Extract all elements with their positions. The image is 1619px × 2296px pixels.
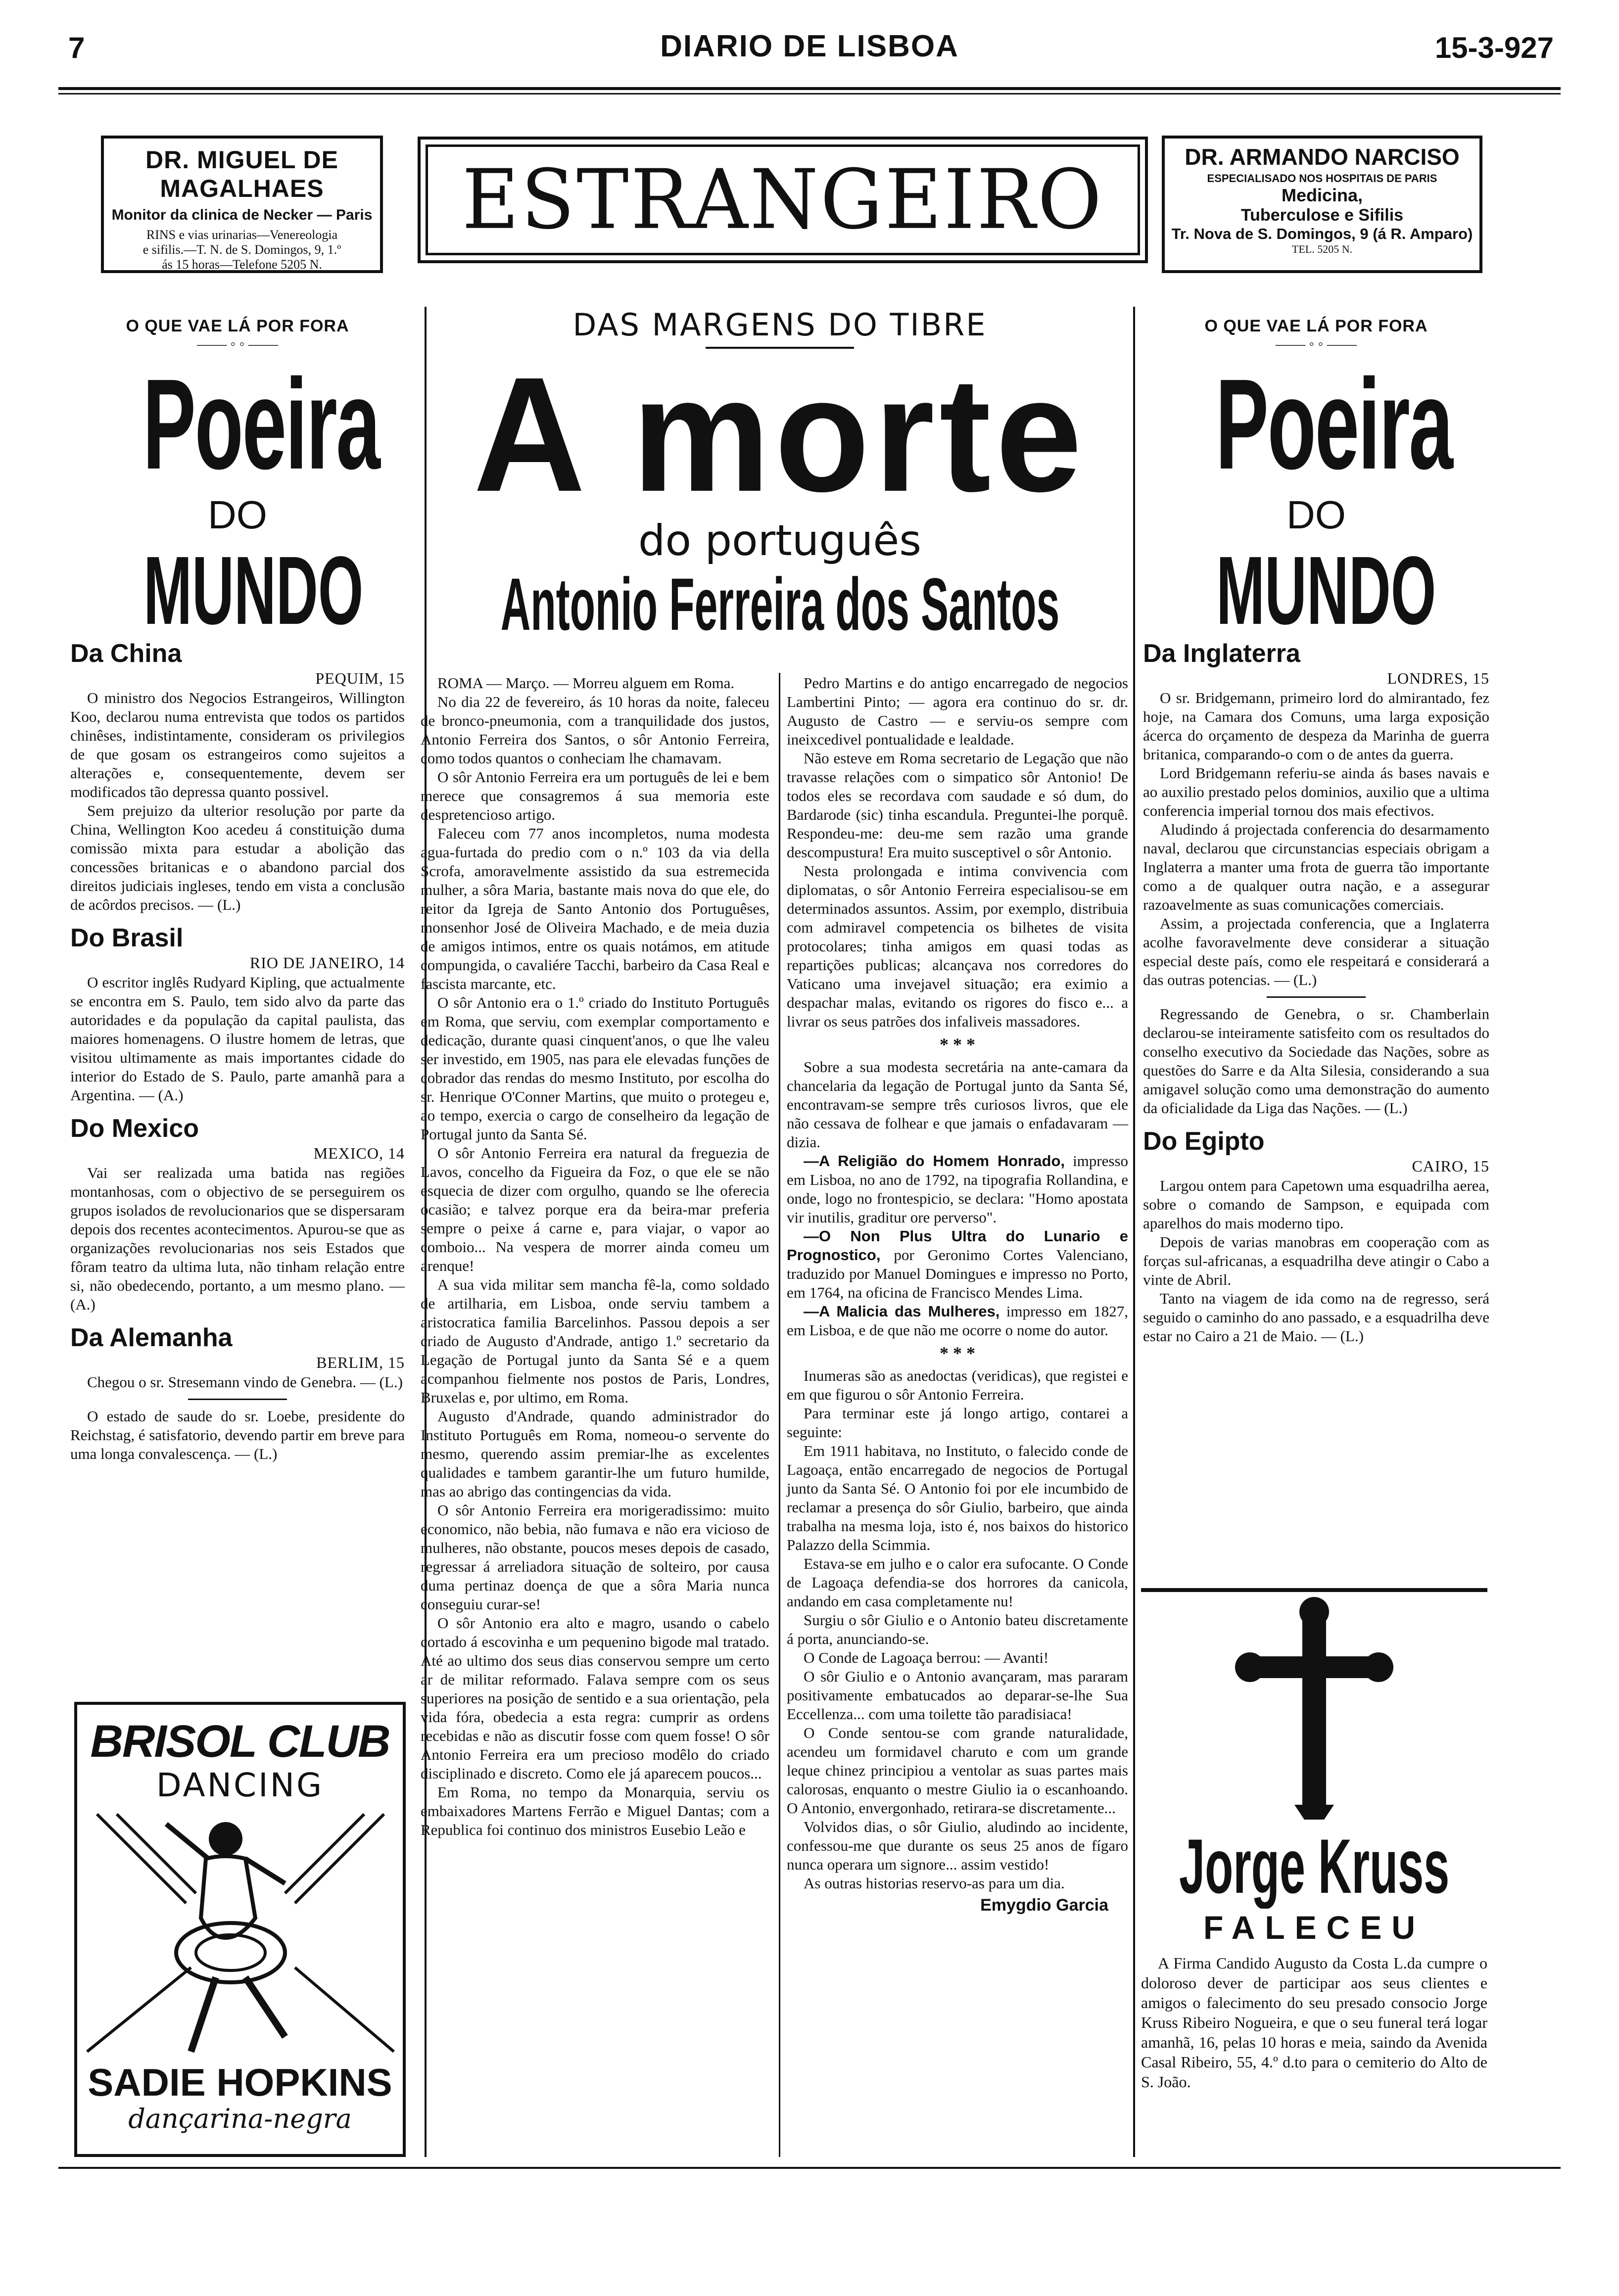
dateline: MEXICO, 14 bbox=[313, 1144, 405, 1162]
article-paragraph: O sôr Antonio Ferreira era um português de lei e bem merece que consagremos á sua memoria este despretencioso artigo. bbox=[421, 768, 769, 823]
article-paragraph: O Conde de Lagoaça berrou: — Avanti! bbox=[804, 1649, 1049, 1666]
news-paragraph: O escritor inglês Rudyard Kipling, que actualmente se encontra em S. Paulo, tem sido alvo da parte das autoridades e da população da capital paulista, das maiores homenagens. O ilustre homem de letras, que visitou ultimamente as mais importantes cidade do interior do Estado de S. Paulo, parte amanhã para a Argentina. — (A.) bbox=[70, 974, 405, 1104]
article-paragraph: Volvidos dias, o sôr Giulio, aludindo ao incidente, confessou-me que durante os seus 25 anos de fígaro nunca operara um signore... assim vestido! bbox=[787, 1818, 1128, 1873]
section-head-brasil: Do Brasil bbox=[70, 924, 184, 952]
ornament-rule: —— ◦ ◦ —— bbox=[1276, 336, 1357, 352]
kicker: DAS MARGENS DO TIBRE bbox=[572, 307, 987, 343]
kicker: O QUE VAE LÁ POR FORA bbox=[1204, 317, 1428, 335]
doctor-name: DR. MIGUEL DE MAGALHAES bbox=[145, 146, 338, 202]
section-head-egipto: Do Egipto bbox=[1143, 1127, 1265, 1156]
section-head-china: Da China bbox=[70, 639, 182, 668]
article-paragraph: Para terminar este já longo artigo, contarei a seguinte: bbox=[787, 1405, 1128, 1441]
doctor-ad-left bbox=[101, 136, 383, 273]
divider bbox=[706, 347, 854, 349]
section-head-mexico: Do Mexico bbox=[70, 1114, 199, 1143]
doctor-ad-line: Monitor da clinica de Necker — Paris bbox=[111, 207, 373, 223]
article-paragraph: Estava-se em julho e o calor era sufocante. O Conde de Lagoaça defendia-se dos horrores da canicola, andando em casa completamente nu! bbox=[787, 1555, 1128, 1610]
article-paragraph: Nesta prolongada e intima convivencia com diplomatas, o sôr Antonio Ferreira especialisou-se em determinados assuntos. Assim, por exemplo, distribuia com admiravel competencia os bilhetes de visita protocolares; tinha amigos em quasi todas as repartições publicas; alcançava nos corredores do Vaticano uma invejavel situação; era eximio a despachar malas, evitando os rigores do fisco e... a livrar os seus patrões dos infaliveis massadores. bbox=[787, 862, 1128, 1030]
divider bbox=[1267, 996, 1366, 998]
article-paragraph: Em Roma, no tempo da Monarquia, serviu os embaixadores Martens Ferrão e Miguel Dantas; com a Republica foi continuo dos ministros Eusebio Leão e bbox=[421, 1783, 769, 1838]
headline-do: DO bbox=[1286, 493, 1346, 537]
book-entry bbox=[787, 1227, 1128, 1302]
article-paragraph: O sôr Antonio Ferreira era morigeradissimo: muito economico, não bebia, não fumava e não era vicioso de mulheres, não obstante, poucos meses depois de casado, regressar á arreliadora situação de solteiro, por causa duma pertinaz doença de que a sôra Maria nunca conseguiu curar-se! bbox=[421, 1501, 769, 1613]
dancer-name: SADIE HOPKINS bbox=[88, 2061, 392, 2104]
ornament-rule: —— ◦ ◦ —— bbox=[197, 336, 278, 352]
doctor-ad-line: e sifilis.—T. N. de S. Domingos, 9, 1.º bbox=[143, 242, 341, 257]
section-title: ESTRANGEIRO bbox=[462, 152, 1104, 248]
deceased-name: Jorge Kruss bbox=[1179, 1825, 1450, 1909]
doctor-ad-line: Tr. Nova de S. Domingos, 9 (á R. Amparo) bbox=[1171, 225, 1473, 242]
book-title: —A Religião do Homem Honrado, bbox=[804, 1152, 1065, 1170]
article-column-1 bbox=[421, 674, 769, 1839]
dancer-tagline: dançarina-negra bbox=[128, 2103, 352, 2134]
headline-mundo: MUNDO bbox=[143, 539, 364, 638]
headline-subtitle: do português bbox=[638, 516, 922, 565]
article-paragraph: Surgiu o sôr Giulio e o Antonio bateu discretamente á porta, anunciando-se. bbox=[787, 1611, 1128, 1647]
article-paragraph: No dia 22 de fevereiro, ás 10 horas da noite, faleceu de bronco-pneumonia, com a tranquilidade dos justos, Antonio Ferreira dos Santos, o sôr Antonio Ferreira, como todos quantos o conheciam lhe chamavam. bbox=[421, 693, 769, 767]
column-rule bbox=[779, 673, 780, 2157]
article-paragraph: Sobre a sua modesta secretária na ante-camara da chancelaria da legação de Portugal junto da Santa Sé, encontravam-se sempre três curiosos livros, que ele não cessava de folhear e que jamais o enfadavaram — dizia. bbox=[787, 1058, 1128, 1151]
center-article bbox=[438, 307, 1121, 640]
section-banner bbox=[418, 137, 1148, 263]
article-paragraph: O sôr Antonio era o 1.º criado do Instituto Português em Roma, que serviu, com exemplar comportamento e dedicação, durante quasi cinquent'anos, o que lhe valeu ser investido, em 1905, nas para ele elevadas funções de cobrador das rendas do mesmo Instituto, por escolha do sr. Henrique O'Conner Martins, que muito o protegeu e, ao tempo, exercia o cargo de conselheiro da legação de Portugal junto da Santa Sé. bbox=[421, 994, 769, 1143]
article-paragraph: Faleceu com 77 anos incompletos, numa modesta agua-furtada do predio com o n.º 103 da via della Scrofa, amoravelmente assistido da sua estremecida mulher, a sôra Maria, bastante mais nova do que ele, do reitor da Igreja de Santo Antonio dos Portuguêses, monsenhor José de Oliveira Machado, e de meia duzia de amigos intimos, entre os quais notámos, em atitude compungida, o cavaliére Tacchi, barbeiro da Casa Real e fascista marcante, etc. bbox=[421, 825, 769, 992]
cross-icon bbox=[1141, 1592, 1487, 1825]
doctor-ad-line: RINS e vias urinarias—Venereologia bbox=[146, 228, 338, 242]
article-paragraph: O Conde sentou-se com grande naturalidade, acendeu um formidavel charuto e com um grande leque chinez principiou a ventolar as suas partes mais calorosas, enquanto o mestre Giulio ia o escanhoando. O Antonio, envergonhado, retirara-se discretamente... bbox=[787, 1724, 1128, 1817]
book-desc: por Geronimo Cortes Valenciano, traduzido por Manuel Domingues e impresso no Porto, em 1764, na oficina de Francisco Mendes Lima. bbox=[787, 1246, 1128, 1301]
news-paragraph: Chegou o sr. Stresemann vindo de Genebra. — (L.) bbox=[87, 1373, 403, 1391]
news-paragraph: Largou ontem para Capetown uma esquadrilha aerea, sobre o comando de Sampson, e equipada com aparelhos do mais moderno tipo. bbox=[1143, 1177, 1489, 1232]
newspaper-name: DIARIO DE LISBOA bbox=[660, 29, 959, 63]
dateline: LONDRES, 15 bbox=[1387, 669, 1489, 687]
section-stars: * * * bbox=[940, 1034, 975, 1054]
doctor-ad-right bbox=[1162, 136, 1482, 273]
news-paragraph: Vai ser realizada uma batida nas regiões montanhosas, com o objectivo de se perseguirem os grupos isolados de revolucionarios que se dispersaram depois dos recentes acontecimentos. Apurou-se que as organizações revolucionarias nos seis Estados que fôram teatro da ultima luta, não tinham relação entre si, não obedecendo, portanto, a um mesmo plano. — (A.) bbox=[70, 1164, 405, 1313]
article-paragraph: Inumeras são as anedoctas (veridicas), que registei e em que figurou o sôr Antonio Ferreira. bbox=[787, 1367, 1128, 1403]
news-paragraph: Aludindo á projectada conferencia do desarmamento naval, declarou que circunstancias especiais obrigam a Inglaterra a manter uma frota de guerra tão importante como a de qualquer outra nação, e a assegurar razoavelmente as suas comunicações comerciais. bbox=[1143, 821, 1489, 913]
obituary-notice bbox=[1141, 1588, 1487, 2161]
news-paragraph: Depois de varias manobras em cooperação com as forças sul-africanas, a esquadrilha deve atingir o Cabo a vinte de Abril. bbox=[1143, 1233, 1489, 1288]
divider bbox=[188, 1399, 287, 1400]
news-paragraph: Tanto na viagem de ida como na de regresso, será seguido o caminho do ano passado, e a esquadrilha deve estar no Cairo a 21 de Maio. — (L.) bbox=[1143, 1290, 1489, 1345]
section-head-alemanha: Da Alemanha bbox=[70, 1323, 233, 1352]
obituary-word: FALECEU bbox=[1203, 1909, 1426, 1946]
dateline: RIO DE JANEIRO, 14 bbox=[249, 954, 405, 972]
book-title: —A Malicia das Mulheres, bbox=[804, 1303, 1000, 1320]
doctor-ad-line: Tuberculose e Sifilis bbox=[1240, 206, 1404, 225]
club-name: BRISOL CLUB bbox=[90, 1716, 390, 1767]
article-paragraph: Pedro Martins e do antigo encarregado de negocios Lambertini Pinto; — agora era continuo do sr. dr. Augusto de Castro — e serviu-os sempre com ineixcedivel pontualidade e lealdade. bbox=[787, 674, 1128, 748]
doctor-ad-line: Medicina, bbox=[1281, 185, 1363, 205]
news-paragraph: Sem prejuizo da ulterior resolução por parte da China, Wellington Koo acedeu á constituição duma comissão mixta para estudar a abolição das concessões britanicas e o abandono parcial dos direitos judiciais ingleses, tendo em vista a conclusão de acôrdos precisos. — (L.) bbox=[70, 802, 405, 913]
doctor-ad-line: TEL. 5205 N. bbox=[1291, 243, 1353, 255]
article-paragraph: O sôr Antonio Ferreira era natural da freguezia de Lavos, concelho da Figueira da Foz, o que ele se não esquecia de dizer com orgulho, quando se lhe oferecia ocasião; e talvez porque era da beira-mar preferia sempre o peixe á carne e, para viajar, o vapor ao comboio... Na vespera de morrer ainda comeu um arenque! bbox=[421, 1144, 769, 1274]
article-paragraph: ROMA — Março. — Morreu alguem em Roma. bbox=[437, 674, 735, 692]
section-stars: * * * bbox=[940, 1343, 975, 1363]
headline-a-morte: A morte bbox=[473, 353, 1087, 516]
book-entry bbox=[787, 1302, 1128, 1340]
news-paragraph: Lord Bridgemann referiu-se ainda ás bases navais e ao auxilio prestado pelos dominios, auxilio que a ultima conferencia imperial tornou dos mais efectivos. bbox=[1143, 764, 1489, 819]
headline-mundo: MUNDO bbox=[1216, 539, 1436, 638]
dance-club-ad bbox=[74, 1702, 406, 2157]
headline-do: DO bbox=[208, 493, 267, 537]
masthead-rule-top bbox=[58, 87, 1561, 90]
author-signature: Emygdio Garcia bbox=[980, 1896, 1108, 1915]
dateline: CAIRO, 15 bbox=[1412, 1157, 1489, 1175]
article-paragraph: O sôr Giulio e o Antonio avançaram, mas pararam positivamente embatucados ao deparar-se-lhe Sua Eccellenza... com uma toilette tão paradisiaca! bbox=[787, 1668, 1128, 1723]
news-paragraph: O sr. Bridgemann, primeiro lord do almirantado, fez hoje, na Camara dos Comuns, uma larga exposição ácerca do orçamento de despeza da Marinha de guerra britanica, comparando-o com o de antes da guerra. bbox=[1143, 689, 1489, 763]
article-paragraph: As outras historias reservo-as para um dia. bbox=[804, 1874, 1065, 1892]
dancer-illustration bbox=[77, 1804, 403, 2062]
page-number: 7 bbox=[68, 31, 85, 64]
dateline: PEQUIM, 15 bbox=[315, 669, 405, 687]
news-paragraph: O ministro dos Negocios Estrangeiros, Willington Koo, declarou numa entrevista que todos os partidos chinêses, indistintamente, consideram os privilegios de que gosam os estrangeiros como sujeitos a alterações e, consequentemente, devem ser modificados tão depressa quanto possivel. bbox=[70, 689, 405, 800]
club-dancing: DANCING bbox=[156, 1766, 324, 1804]
headline-name: Antonio Ferreira dos Santos bbox=[500, 565, 1059, 640]
dateline: BERLIM, 15 bbox=[316, 1354, 405, 1371]
article-paragraph: Não esteve em Roma secretario de Legação que não travasse relações com o simpatico sôr Antonio! De todos eles se recordava com saudade e só dum, do Bardarode (sic) tinha escandula. Preguntei-lhe porquê. Respondeu-me: deu-me sem razão uma grande descompustura! Era muito susceptivel o sôr Antonio. bbox=[787, 750, 1128, 861]
kicker: O QUE VAE LÁ POR FORA bbox=[126, 317, 349, 335]
article-paragraph: O sôr Antonio era alto e magro, usando o cabelo cortado á escovinha e um pequenino bigode mal tratado. Até ao ultimo dos seus dias conservou sempre um certo ar de militar reformado. Falava sempre com os seus superiores na posição de sentido e a sua orientação, pela vida fóra, obedecia a esta regra: cumprir as ordens recebidas e não as discutir fosse com quem fosse! O sôr Antonio Ferreira era um precioso modêlo do criado disciplinado e discreto. Como ele já aparecem poucos... bbox=[421, 1614, 769, 1782]
doctor-name: DR. ARMANDO NARCISO bbox=[1185, 144, 1460, 170]
section-head-inglaterra: Da Inglaterra bbox=[1143, 639, 1300, 668]
book-desc: impresso em Lisboa, no ano de 1792, na tipografia Rollandina, e onde, logo no frontespicio, se declara: "Homo apostata vir inutilis, graditur ore perverso". bbox=[787, 1152, 1129, 1226]
doctor-ad-line: ás 15 horas—Telefone 5205 N. bbox=[162, 257, 322, 272]
column-rule bbox=[1133, 307, 1135, 2157]
masthead-rule-bottom bbox=[58, 93, 1561, 94]
headline-poeira: Poeira bbox=[1215, 353, 1452, 491]
article-paragraph: Augusto d'Andrade, quando administrador do Instituto Português em Roma, nomeou-o servente do mesmo, querendo assim premiar-lhe as excelentes qualidades e tambem garantir-lhe um futuro humilde, mas ao abrigo das contingencias da vida. bbox=[421, 1407, 769, 1500]
right-column bbox=[1143, 317, 1489, 1346]
left-column bbox=[70, 317, 405, 1463]
headline-poeira: Poeira bbox=[143, 353, 380, 491]
page-bottom-rule bbox=[58, 2167, 1561, 2169]
obituary-text: A Firma Candido Augusto da Costa L.da cumpre o doloroso dever de participar aos seus clientes e amigos o falecimento do seu presado consocio Jorge Kruss Ribeiro Nogueira, e que o seu funeral terá logar amanhã, 16, pelas 10 horas e meia, saindo da Avenida Casal Ribeiro, 55, 4.º d.to para o cemiterio do Alto de S. João. bbox=[1141, 1954, 1487, 2091]
article-paragraph: Em 1911 habitava, no Instituto, o falecido conde de Lagoaça, então encarregado de negocios de Portugal junto da Santa Sé. O Antonio foi por ele incumbido de reclamar a presença do sôr Giulio, barbeiro, que ainda trabalha na mesma loja, isto é, nos baixos do historico Palazzo della Scimmia. bbox=[787, 1442, 1128, 1553]
book-entry bbox=[787, 1152, 1128, 1227]
news-paragraph: Assim, a projectada conferencia, que a Inglaterra acolhe favoravelmente deve considerar a situação especial deste país, como ele respeitará e considerará a das outras potencias. — (L.) bbox=[1143, 915, 1489, 988]
doctor-ad-line: ESPECIALISADO NOS HOSPITAIS DE PARIS bbox=[1207, 172, 1437, 185]
article-column-2 bbox=[787, 674, 1128, 1915]
news-paragraph: Regressando de Genebra, o sr. Chamberlain declarou-se inteiramente satisfeito com os resultados do conselho executivo da Sociedade das Nações, sobre as questões do Sarre e da Alta Silesia, considerando a sua amigavel solução como uma demonstração do aumento da oficialidade da Liga das Nações. — (L.) bbox=[1143, 1005, 1489, 1117]
book-desc: impresso em 1827, em Lisboa, e de que não me ocorre o nome do autor. bbox=[787, 1303, 1128, 1339]
book-title: —O Non Plus Ultra do Lunario e Prognostico, bbox=[787, 1227, 1128, 1264]
article-paragraph: A sua vida militar sem mancha fê-la, como soldado de artilharia, em Lisboa, onde serviu tambem a aristocratica familia Barcelinhos. Passou depois a ser criado de Augusto d'Andrade, antigo 1.º secretario da Legação de Portugal junto da Santa Sé e a quem acompanhou fielmente nos postos de Paris, Londres, Bruxelas e, por ultimo, em Roma. bbox=[421, 1276, 769, 1406]
issue-date: 15-3-927 bbox=[1434, 31, 1554, 64]
news-paragraph: O estado de saude do sr. Loebe, presidente do Reichstag, é satisfatorio, devendo partir em breve para uma longa convalescença. — (L.) bbox=[70, 1407, 405, 1462]
